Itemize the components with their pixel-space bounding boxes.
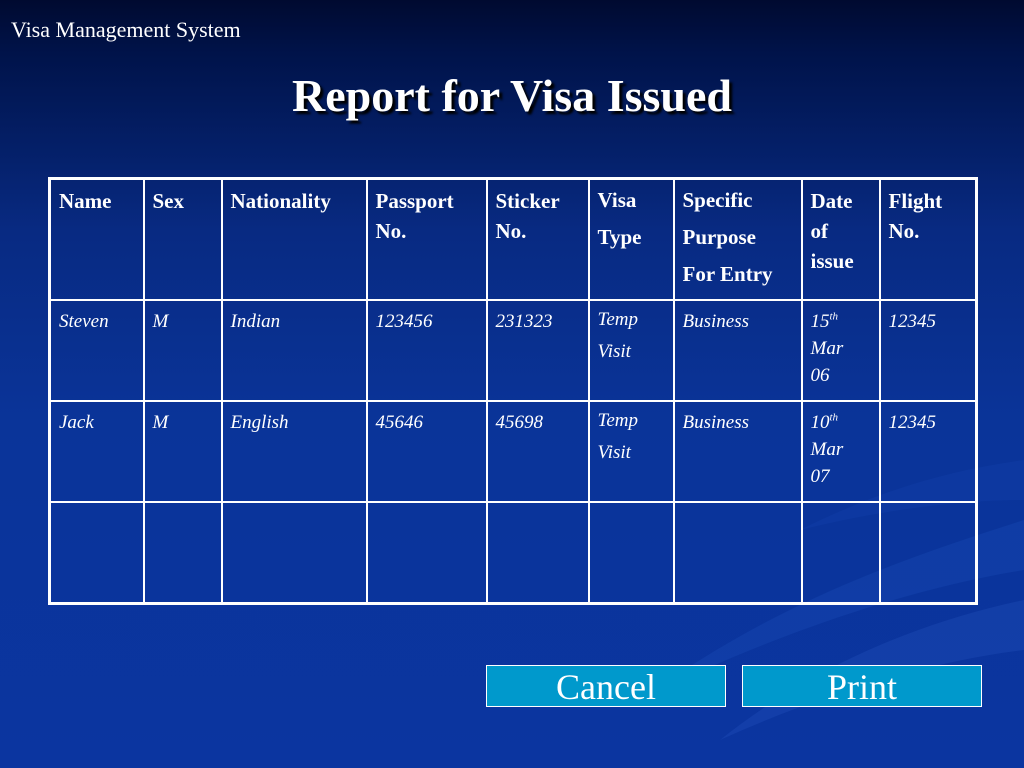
cell-sticker-no: 45698 xyxy=(487,401,589,502)
column-header-sex: Sex xyxy=(144,179,222,301)
cell-passport-no: 123456 xyxy=(367,300,487,401)
column-header-passport-no: Passport No. xyxy=(367,179,487,301)
column-header-nationality: Nationality xyxy=(222,179,367,301)
cell-visa-type: Temp Visit xyxy=(589,300,674,401)
cell-sex: M xyxy=(144,401,222,502)
cell-nationality: English xyxy=(222,401,367,502)
cell-visa-type: Temp Visit xyxy=(589,401,674,502)
cell-sex: M xyxy=(144,300,222,401)
cell-sex xyxy=(144,502,222,603)
cell-passport-no xyxy=(367,502,487,603)
cell-name xyxy=(50,502,144,603)
cell-date-of-issue: 10th Mar 07 xyxy=(802,401,880,502)
table-header-row xyxy=(50,179,977,301)
cell-visa-type xyxy=(589,502,674,603)
table-row[interactable] xyxy=(50,401,977,502)
cell-purpose xyxy=(674,502,802,603)
visa-report-table xyxy=(48,177,978,605)
cell-flight-no: 12345 xyxy=(880,300,977,401)
app-title: Visa Management System xyxy=(11,17,241,42)
cell-date-of-issue: 15th Mar 06 xyxy=(802,300,880,401)
column-header-name: Name xyxy=(50,179,144,301)
cell-purpose: Business xyxy=(674,401,802,502)
table-row-empty[interactable] xyxy=(50,502,977,603)
cell-date-of-issue xyxy=(802,502,880,603)
cell-passport-no: 45646 xyxy=(367,401,487,502)
cancel-button[interactable]: Cancel xyxy=(486,665,726,707)
cell-sticker-no: 231323 xyxy=(487,300,589,401)
column-header-specific-purpose: Specific Purpose For Entry xyxy=(674,179,802,301)
cell-purpose: Business xyxy=(674,300,802,401)
cell-nationality xyxy=(222,502,367,603)
cell-sticker-no xyxy=(487,502,589,603)
column-header-date-of-issue: Date of issue xyxy=(802,179,880,301)
cell-name: Steven xyxy=(50,300,144,401)
print-button[interactable]: Print xyxy=(742,665,982,707)
column-header-visa-type: Visa Type xyxy=(589,179,674,301)
cell-flight-no xyxy=(880,502,977,603)
column-header-flight-no: Flight No. xyxy=(880,179,977,301)
column-header-sticker-no: Sticker No. xyxy=(487,179,589,301)
page-title: Report for Visa Issued xyxy=(291,70,732,121)
cell-name: Jack xyxy=(50,401,144,502)
table-row[interactable] xyxy=(50,300,977,401)
cell-nationality: Indian xyxy=(222,300,367,401)
cell-flight-no: 12345 xyxy=(880,401,977,502)
